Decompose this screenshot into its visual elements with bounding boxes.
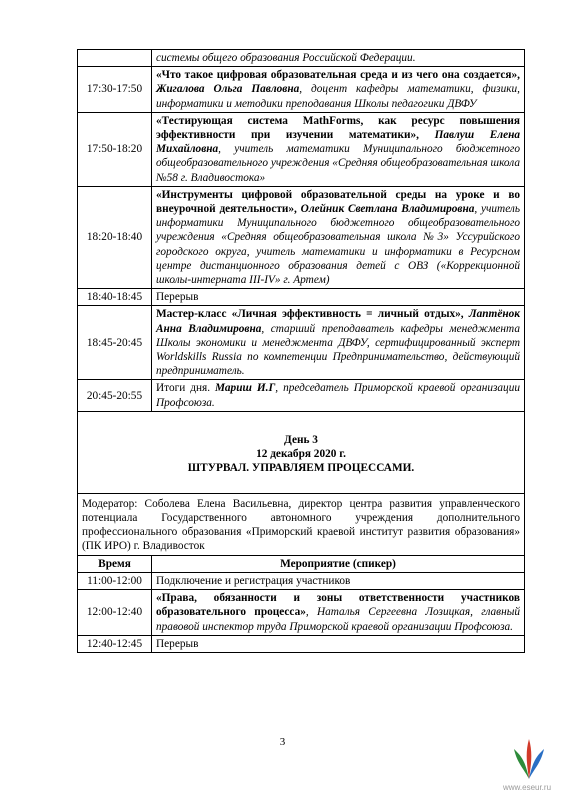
row-event: [152, 572, 525, 589]
row-time: [78, 50, 152, 67]
event-text: Жигалова Ольга Павловна: [156, 83, 300, 96]
event-text: системы общего образования Российской Федерации.: [156, 52, 416, 64]
row-time: 11:00-12:00: [78, 572, 152, 589]
union-logo-icon: [512, 735, 546, 783]
schedule-row: [78, 186, 525, 288]
event-text: Мастер-класс «Личная эффективность = личный отдых»,: [156, 308, 469, 321]
schedule-row: [78, 572, 525, 589]
row-event: [152, 289, 525, 306]
event-text: Перерыв: [156, 637, 199, 650]
event-text: Павлуш Елена Михайловна: [156, 129, 520, 156]
event-text: «Что такое цифровая образовательная среда и из чего она создается»,: [156, 69, 520, 82]
event-text: , доцент кафедры математики, физики, информатики и методики преподавания Школы педагогики ДВФУ: [156, 83, 520, 110]
day3-section: [78, 411, 525, 572]
event-text: , старший преподаватель кафедры менеджмента Школы экономики и менеджмента ДВФУ, сертифицированный эксперт Worldskills Russia по компетенции Предпринимательство, действующий предприниматель.: [156, 322, 520, 378]
event-text: «Тестирующая система MathForms, как ресурс повышения эффективности при изучении математики»,: [156, 114, 520, 142]
event-text: Перерыв: [156, 291, 199, 304]
row-time: 18:40-18:45: [78, 289, 152, 306]
row-event: [152, 50, 525, 67]
header-event: Мероприятие (спикер): [152, 555, 525, 572]
row-time: 12:00-12:40: [78, 590, 152, 636]
schedule-row: [78, 289, 525, 306]
row-event: [152, 380, 525, 411]
day-theme: ШТУРВАЛ. УПРАВЛЯЕМ ПРОЦЕССАМИ.: [187, 461, 415, 474]
event-text: , Наталья Сергеевна Лозицкая, главный правовой инспектор труда Приморской краевой организации Профсоюза.: [156, 606, 520, 633]
event-text: Мариш И.Г: [215, 382, 276, 395]
event-text: , председатель Приморской краевой организации Профсоюза.: [156, 382, 520, 409]
schedule-table: [77, 49, 525, 653]
row-time: 18:20-18:40: [78, 186, 152, 288]
event-text: Подключение и регистрация участников: [156, 574, 351, 587]
schedule-row: [78, 67, 525, 113]
day-heading-row: [78, 411, 525, 493]
event-text: Итоги дня.: [156, 382, 216, 395]
schedule-row: [78, 306, 525, 380]
event-text: Олейник Светлана Владимировна: [300, 203, 475, 216]
schedule-row: [78, 112, 525, 186]
header-time: Время: [78, 555, 152, 572]
row-time: 17:50-18:20: [78, 112, 152, 186]
schedule-row: [78, 590, 525, 636]
moderator-text: Модератор: Соболева Елена Васильевна, директор центра развития управленческого потенциала Государственного автономного учреждения дополнительного профессионального образования «Приморский краевой институт развития образования» (ПК ИРО) г. Владивосток: [78, 493, 525, 555]
event-text: «Права, обязанности и зоны ответственности участников образовательного процесса»: [156, 592, 520, 619]
schedule-row: [78, 635, 525, 652]
row-time: 17:30-17:50: [78, 67, 152, 113]
day3-rows: [78, 572, 525, 652]
schedule-row: [78, 380, 525, 411]
watermark-text: www.eseur.ru: [503, 783, 552, 792]
row-event: [152, 67, 525, 113]
row-time: 20:45-20:55: [78, 380, 152, 411]
moderator-row: [78, 493, 525, 555]
row-event: [152, 590, 525, 636]
header-row: [78, 555, 525, 572]
row-event: [152, 186, 525, 288]
page-number: 3: [279, 736, 286, 748]
event-text: , учитель математики Муниципального бюджетного общеобразовательного учреждения «Средняя общеобразовательная школа №58 г. Владивостока»: [156, 143, 520, 184]
schedule-row: [78, 50, 525, 67]
row-event: [152, 635, 525, 652]
event-text: «Инструменты цифровой образовательной среды на уроке и во внеурочной деятельности»,: [156, 188, 520, 216]
row-time: 18:45-20:45: [78, 306, 152, 380]
row-event: [152, 112, 525, 186]
day-date: 12 декабря 2020 г.: [256, 447, 346, 460]
row-time: 12:40-12:45: [78, 635, 152, 652]
day-title: День 3: [284, 433, 318, 446]
day2-rows: [78, 50, 525, 412]
program-page: [77, 49, 525, 653]
row-event: [152, 306, 525, 380]
event-text: Лаптёнок Анна Владимировна: [156, 308, 520, 335]
event-text: , учитель информатики Муниципального бюджетного общеобразовательного учреждения «Средняя общеобразовательная школа №3» Уссурийского городского округа, учитель математики и информатики в Ресурсном центре дистанционного образования детей с ОВЗ («Коррекционной школы-интерната III-IV» г. Артем): [156, 203, 520, 287]
day-heading: [78, 411, 525, 493]
